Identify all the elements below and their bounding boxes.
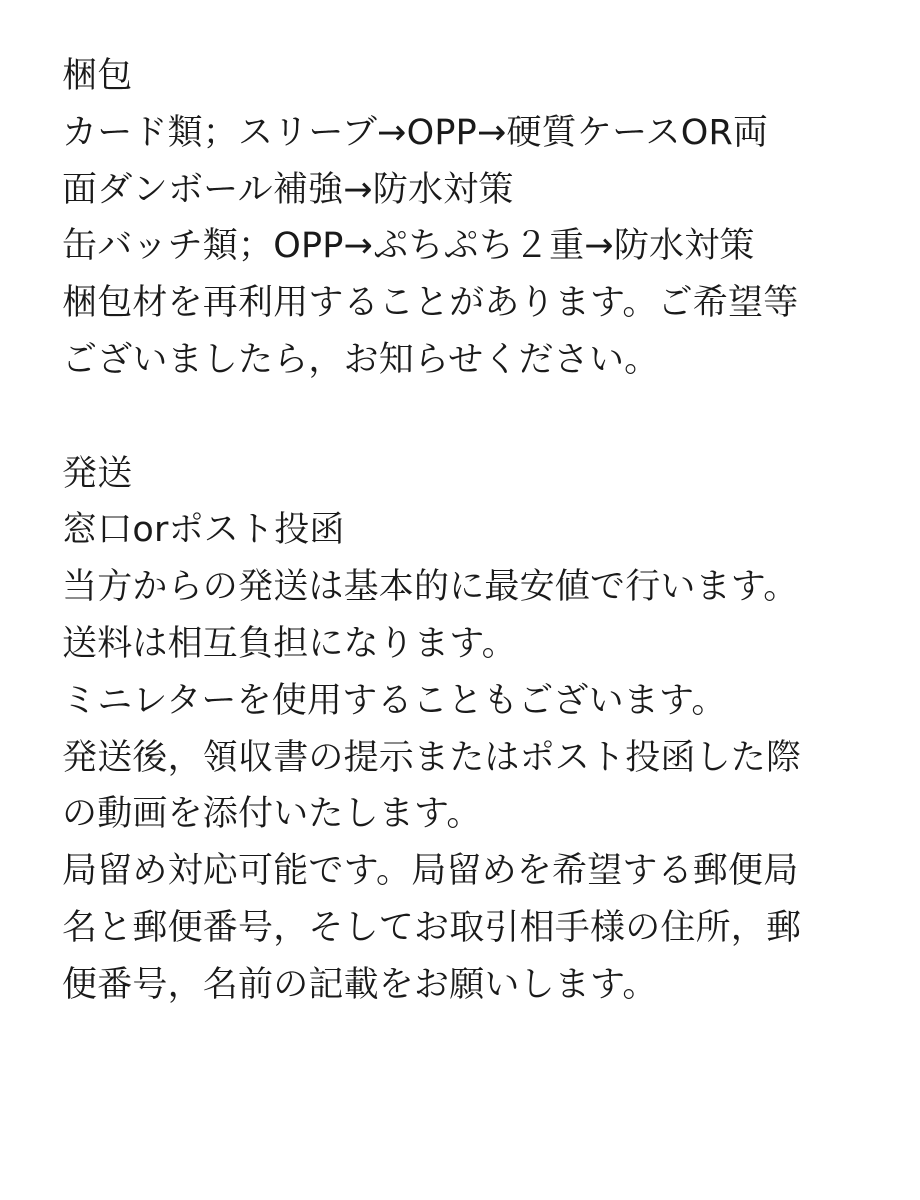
packing-line-1: カード類；スリーブ→OPP→硬質ケースOR両 xyxy=(62,112,769,153)
shipping-heading: 発送 xyxy=(62,453,133,494)
packing-line-2: 面ダンボール補強→防水対策 xyxy=(62,169,514,210)
packing-line-4: 梱包材を再利用することがあります。ご希望等 xyxy=(62,283,799,324)
packing-line-5: ございましたら，お知らせください。 xyxy=(62,339,660,380)
shipping-line-2: 当方からの発送は基本的に最安値で行います。 xyxy=(62,567,799,608)
shipping-line-9: 便番号，名前の記載をお願いします。 xyxy=(62,964,658,1005)
shipping-section xyxy=(62,446,862,1014)
shipping-line-7: 局留め対応可能です。局留めを希望する郵便局 xyxy=(62,851,799,892)
shipping-line-8: 名と郵便番号，そしてお取引相手様の住所，郵 xyxy=(62,907,802,948)
shipping-line-6: の動画を添付いたします。 xyxy=(62,794,482,835)
shipping-line-5: 発送後，領収書の提示またはポスト投函した際 xyxy=(62,737,802,778)
section-spacer xyxy=(62,389,862,446)
shipping-line-1: 窓口orポスト投函 xyxy=(62,510,345,551)
document-body xyxy=(62,48,862,1014)
shipping-line-4: ミニレターを使用することもございます。 xyxy=(62,680,727,721)
shipping-line-3: 送料は相互負担になります。 xyxy=(62,623,517,664)
packing-section xyxy=(62,48,862,389)
packing-line-3: 缶バッチ類；OPP→ぷちぷち２重→防水対策 xyxy=(62,226,755,267)
packing-heading: 梱包 xyxy=(62,56,133,96)
